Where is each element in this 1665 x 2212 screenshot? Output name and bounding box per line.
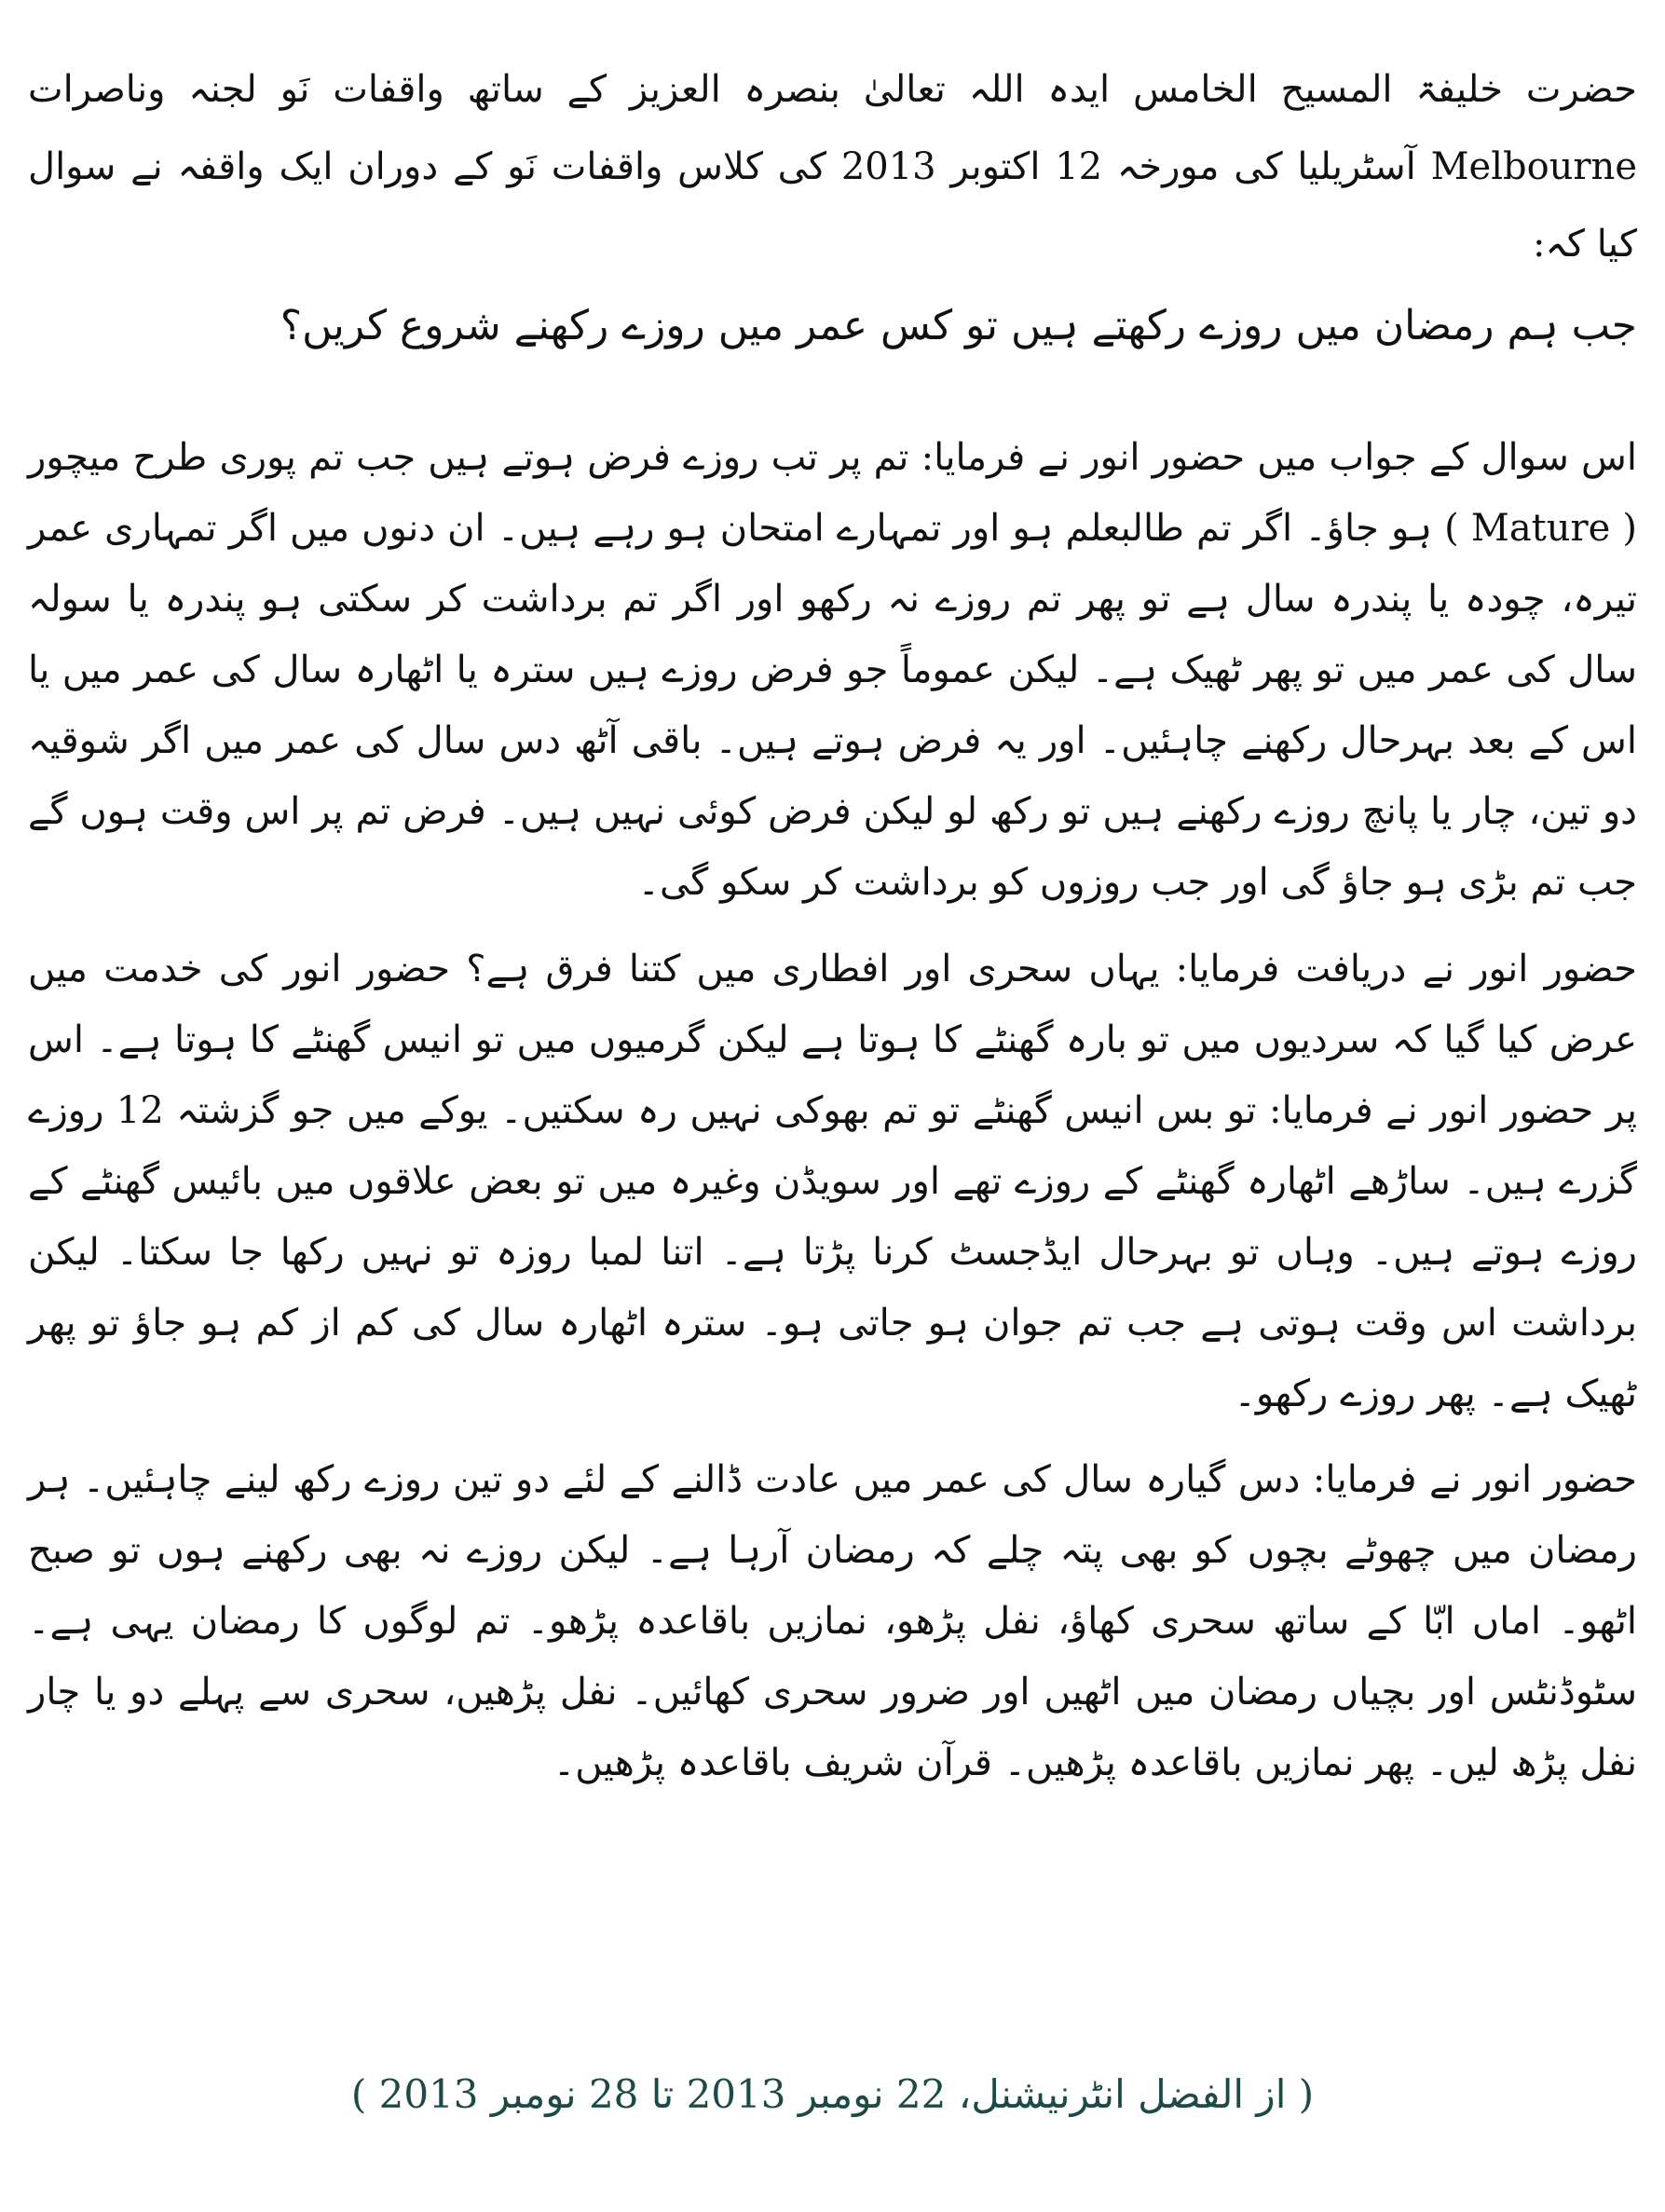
answer-paragraph-2: حضور انور نے دریافت فرمایا: یہاں سحری اور افطاری میں کتنا فرق ہے؟ حضور انور کی خدمت میں عرض کیا گیا کہ سردیوں میں تو بارہ گھنٹے کا ہوتا ہے لیکن گرمیوں میں تو انیس گھنٹے کا ہوتا ہے۔ اس پر حضور انور نے فرمایا: تو بس انیس گھنٹے تو تم بھوکی نہیں رہ سکتیں۔ یوکے میں جو گزشتہ 12 روزے گزرے ہیں۔ ساڑھے اٹھارہ گھنٹے کے روزے تھے اور سویڈن وغیرہ میں تو بعض علاقوں میں بائیس گھنٹے کے روزے ہوتے ہیں۔ وہاں تو بہرحال ایڈجسٹ کرنا پڑتا ہے۔ اتنا لمبا روزہ تو نہیں رکھا جا سکتا۔ لیکن برداشت اس وقت ہوتی ہے جب تم جوان ہو جاتی ہو۔ سترہ اٹھارہ سال کی کم از کم ہو جاؤ تو پھر ٹھیک ہے۔ پھر روزے رکھو۔ [28, 948, 1637, 1415]
intro-paragraph: حضرت خلیفۃ المسیح الخامس ایدہ اللہ تعالیٰ بنصرہ العزیز کے ساتھ واقفات نَو لجنہ وناصرات Melbourne آسٹریلیا کی مورخہ 12 اکتوبر 2013 کی کلاس واقفات نَو کے دوران ایک واقفہ نے سوال کیا کہ: [28, 68, 1637, 266]
source-citation: ( از الفضل انٹرنیشنل، 22 نومبر 2013 تا 28 نومبر 2013 ) [350, 2071, 1315, 2117]
answer-paragraph-3: حضور انور نے فرمایا: دس گیارہ سال کی عمر میں عادت ڈالنے کے لئے دو تین روزے رکھ لینے چاہئیں۔ ہر رمضان میں چھوٹے بچوں کو بھی پتہ چلے کہ رمضان آرہا ہے۔ لیکن روزے نہ بھی رکھنے ہوں تو صبح اٹھو۔ اماں ابّا کے ساتھ سحری کھاؤ، نفل پڑھو، نمازیں باقاعدہ پڑھو۔ تم لوگوں کا رمضان یہی ہے۔ سٹوڈنٹس اور بچیاں رمضان میں اٹھیں اور ضرور سحری کھائیں۔ نفل پڑھیں، سحری سے پہلے دو یا چار نفل پڑھ لیں۔ پھر نمازیں باقاعدہ پڑھیں۔ قرآن شریف باقاعدہ پڑھیں۔ [28, 1458, 1637, 1784]
answer-paragraph-1: اس سوال کے جواب میں حضور انور نے فرمایا: تم پر تب روزے فرض ہوتے ہیں جب تم پوری طرح میچور ( Mature ) ہو جاؤ۔ اگر تم طالبعلم ہو اور تمہارے امتحان ہو رہے ہیں۔ ان دنوں میں اگر تمہاری عمر تیرہ، چودہ یا پندرہ سال ہے تو پھر تم روزے نہ رکھو اور اگر تم برداشت کر سکتی ہو پندرہ یا سولہ سال کی عمر میں تو پھر ٹھیک ہے۔ لیکن عموماً جو فرض روزے ہیں سترہ یا اٹھارہ سال کی عمر میں یا اس کے بعد بہرحال رکھنے چاہئیں۔ اور یہ فرض ہوتے ہیں۔ باقی آٹھ دس سال کی عمر میں اگر شوقیہ دو تین، چار یا پانچ روزے رکھنے ہیں تو رکھ لو لیکن فرض کوئی نہیں ہیں۔ فرض تم پر اس وقت ہوں گے جب تم بڑی ہو جاؤ گی اور جب روزوں کو برداشت کر سکو گی۔ [28, 436, 1637, 904]
question-heading: جب ہم رمضان میں روزے رکھتے ہیں تو کس عمر میں روزے رکھنے شروع کریں؟ [280, 302, 1637, 349]
